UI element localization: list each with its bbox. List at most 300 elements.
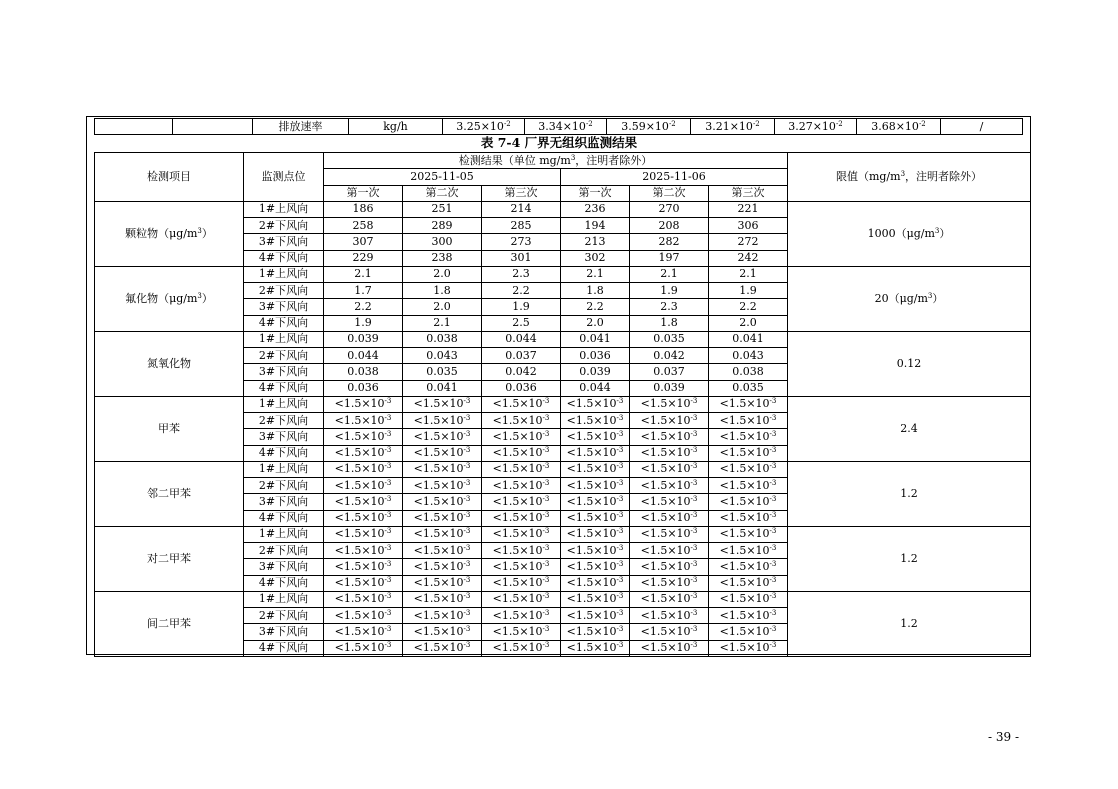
value-base: <1.5×10 xyxy=(640,527,691,541)
result-value xyxy=(709,494,788,510)
value-exponent: -3 xyxy=(769,592,777,601)
result-value xyxy=(403,543,482,559)
result-value: 2.1 xyxy=(709,266,788,282)
result-value: 2.1 xyxy=(324,266,403,282)
result-value: 1.9 xyxy=(324,315,403,331)
result-value xyxy=(482,575,561,591)
limit-cell xyxy=(788,461,1031,526)
monitoring-point: 3#下风向 xyxy=(244,234,324,250)
result-value xyxy=(403,510,482,526)
table-row xyxy=(95,526,1031,542)
item-name-cell xyxy=(95,266,244,331)
monitoring-point: 1#上风向 xyxy=(244,591,324,607)
value-base: <1.5×10 xyxy=(566,429,617,443)
result-value xyxy=(482,494,561,510)
value-exponent: -3 xyxy=(690,624,698,633)
result-value xyxy=(324,478,403,494)
value-base: <1.5×10 xyxy=(719,559,770,573)
result-value: 1.8 xyxy=(403,283,482,299)
item-name-cell xyxy=(95,526,244,591)
value-exponent: -3 xyxy=(384,641,392,650)
result-value: 301 xyxy=(482,250,561,266)
emission-rate-value: $3.21\times 10^{-2}$ xyxy=(691,119,775,135)
result-value: 0.039 xyxy=(324,331,403,347)
value-exponent: -3 xyxy=(542,429,550,438)
value-exponent: -3 xyxy=(769,624,777,633)
value-base: <1.5×10 xyxy=(719,592,770,606)
item-suffix: ） xyxy=(201,226,213,240)
superscript: 3 xyxy=(197,226,202,235)
value-base: <1.5×10 xyxy=(640,397,691,411)
monitoring-point: 3#下风向 xyxy=(244,364,324,380)
table-caption: 表 7-4 厂界无组织监测结果 xyxy=(480,135,638,150)
result-value: 214 xyxy=(482,201,561,217)
result-value xyxy=(403,396,482,412)
value-base: <1.5×10 xyxy=(492,641,543,655)
value-exponent: -3 xyxy=(542,462,550,471)
value-base: <1.5×10 xyxy=(566,494,617,508)
value-base: <1.5×10 xyxy=(334,462,385,476)
result-value xyxy=(482,608,561,624)
limit-cell xyxy=(788,201,1031,266)
result-value: 0.039 xyxy=(630,380,709,396)
monitoring-point: 3#下风向 xyxy=(244,494,324,510)
value-base: <1.5×10 xyxy=(566,608,617,622)
value-exponent: -3 xyxy=(463,478,471,487)
header-run: 第一次 xyxy=(324,185,403,201)
emission-rate-label: 排放速率 xyxy=(253,119,349,135)
result-value: 2.0 xyxy=(403,299,482,315)
result-value xyxy=(709,445,788,461)
result-value: 0.037 xyxy=(630,364,709,380)
header-item: 检测项目 xyxy=(95,153,244,202)
value-base: <1.5×10 xyxy=(492,446,543,460)
result-value: 0.036 xyxy=(482,380,561,396)
result-value xyxy=(324,526,403,542)
result-value: 194 xyxy=(561,218,630,234)
value-base: <1.5×10 xyxy=(719,413,770,427)
header-run: 第三次 xyxy=(482,185,561,201)
result-value: 2.2 xyxy=(709,299,788,315)
result-value xyxy=(709,559,788,575)
result-value xyxy=(630,591,709,607)
value-base: <1.5×10 xyxy=(413,576,464,590)
table-row xyxy=(95,591,1031,607)
value-base: <1.5×10 xyxy=(566,478,617,492)
result-value: 306 xyxy=(709,218,788,234)
value-exponent: -3 xyxy=(769,527,777,536)
header-run: 第三次 xyxy=(709,185,788,201)
value-exponent: -3 xyxy=(542,511,550,520)
value-exponent: -3 xyxy=(616,511,624,520)
value-exponent: -3 xyxy=(616,494,624,503)
value-base: <1.5×10 xyxy=(334,413,385,427)
value-exponent: -3 xyxy=(463,624,471,633)
value-base: <1.5×10 xyxy=(413,543,464,557)
result-value xyxy=(630,640,709,656)
value-base: <1.5×10 xyxy=(413,429,464,443)
value-exponent: -3 xyxy=(690,608,698,617)
result-value xyxy=(709,413,788,429)
result-value: 0.041 xyxy=(561,331,630,347)
monitoring-point: 1#上风向 xyxy=(244,266,324,282)
result-value: 251 xyxy=(403,201,482,217)
value-exponent: -3 xyxy=(769,397,777,406)
value-base: <1.5×10 xyxy=(640,559,691,573)
result-value xyxy=(482,543,561,559)
value-exponent: -3 xyxy=(769,608,777,617)
result-value xyxy=(324,396,403,412)
value-base: <1.5×10 xyxy=(334,494,385,508)
value-base: <1.5×10 xyxy=(566,559,617,573)
item-name-cell xyxy=(95,331,244,396)
item-name: 颗粒物（μg/m xyxy=(125,226,198,240)
value-base: <1.5×10 xyxy=(492,527,543,541)
value-exponent: -3 xyxy=(690,576,698,585)
result-value: 2.1 xyxy=(403,315,482,331)
result-value: 242 xyxy=(709,250,788,266)
result-value xyxy=(403,559,482,575)
header-run: 第一次 xyxy=(561,185,630,201)
value-base: <1.5×10 xyxy=(640,592,691,606)
result-value xyxy=(561,608,630,624)
result-value: 2.3 xyxy=(630,299,709,315)
monitoring-point: 2#下风向 xyxy=(244,543,324,559)
result-value xyxy=(324,591,403,607)
value-exponent: -3 xyxy=(542,494,550,503)
result-value xyxy=(482,413,561,429)
limit-suffix: ） xyxy=(939,226,951,240)
result-value xyxy=(630,608,709,624)
result-value: 0.037 xyxy=(482,348,561,364)
value-exponent: -3 xyxy=(542,641,550,650)
result-value xyxy=(482,478,561,494)
result-value xyxy=(403,445,482,461)
result-value: 0.039 xyxy=(561,364,630,380)
monitoring-point: 4#下风向 xyxy=(244,380,324,396)
monitoring-point: 2#下风向 xyxy=(244,608,324,624)
result-value xyxy=(709,510,788,526)
result-value xyxy=(709,608,788,624)
result-value: 0.035 xyxy=(709,380,788,396)
value-base: <1.5×10 xyxy=(566,592,617,606)
table-row xyxy=(95,266,1031,282)
value-base: <1.5×10 xyxy=(413,624,464,638)
result-value xyxy=(709,478,788,494)
result-value: 221 xyxy=(709,201,788,217)
value-base: <1.5×10 xyxy=(334,478,385,492)
result-value xyxy=(403,640,482,656)
value-exponent: -3 xyxy=(542,608,550,617)
value-exponent: -3 xyxy=(769,446,777,455)
value-exponent: -3 xyxy=(384,494,392,503)
value-base: <1.5×10 xyxy=(719,641,770,655)
result-value xyxy=(561,624,630,640)
result-value: 213 xyxy=(561,234,630,250)
value-exponent: -3 xyxy=(542,527,550,536)
value-exponent: -3 xyxy=(463,543,471,552)
result-value: 229 xyxy=(324,250,403,266)
result-value xyxy=(561,543,630,559)
value-base: <1.5×10 xyxy=(492,543,543,557)
result-value: 2.0 xyxy=(709,315,788,331)
value-base: <1.5×10 xyxy=(566,576,617,590)
value-base: <1.5×10 xyxy=(334,543,385,557)
emission-rate-table xyxy=(94,118,1023,135)
value-base: <1.5×10 xyxy=(492,608,543,622)
value-base: <1.5×10 xyxy=(566,543,617,557)
value-base: <1.5×10 xyxy=(492,397,543,411)
result-value xyxy=(630,575,709,591)
value-base: <1.5×10 xyxy=(413,592,464,606)
superscript: 3 xyxy=(927,291,933,300)
result-value xyxy=(561,413,630,429)
result-value: 272 xyxy=(709,234,788,250)
table-row xyxy=(95,461,1031,477)
result-value: 2.1 xyxy=(561,266,630,282)
value-exponent: -3 xyxy=(384,543,392,552)
result-value: 0.038 xyxy=(324,364,403,380)
monitoring-point: 1#上风向 xyxy=(244,526,324,542)
value-base: <1.5×10 xyxy=(334,429,385,443)
result-value: 0.038 xyxy=(709,364,788,380)
monitoring-results-table xyxy=(94,152,1031,657)
monitoring-point: 3#下风向 xyxy=(244,624,324,640)
value-exponent: -3 xyxy=(463,576,471,585)
result-value xyxy=(561,396,630,412)
result-value xyxy=(630,413,709,429)
value-exponent: -3 xyxy=(384,413,392,422)
result-value xyxy=(630,624,709,640)
result-value xyxy=(324,640,403,656)
limit-value: 2.4 xyxy=(900,421,918,435)
limit-value: 1.2 xyxy=(900,616,918,630)
result-value: 0.044 xyxy=(324,348,403,364)
result-value xyxy=(630,559,709,575)
result-value: 236 xyxy=(561,201,630,217)
result-value: 1.8 xyxy=(561,283,630,299)
result-value: 282 xyxy=(630,234,709,250)
value-exponent: -3 xyxy=(769,494,777,503)
value-base: <1.5×10 xyxy=(492,413,543,427)
value-base: <1.5×10 xyxy=(334,624,385,638)
item-name: 甲苯 xyxy=(158,421,180,435)
value-base: <1.5×10 xyxy=(566,527,617,541)
result-value xyxy=(709,429,788,445)
result-value xyxy=(561,575,630,591)
value-exponent: -3 xyxy=(384,624,392,633)
item-name: 间二甲苯 xyxy=(147,616,191,630)
value-exponent: -3 xyxy=(384,397,392,406)
result-value xyxy=(630,478,709,494)
result-value: 2.1 xyxy=(630,266,709,282)
value-exponent: -3 xyxy=(690,641,698,650)
value-exponent: -3 xyxy=(463,413,471,422)
result-value xyxy=(630,445,709,461)
value-base: <1.5×10 xyxy=(719,446,770,460)
value-base: <1.5×10 xyxy=(492,462,543,476)
limit-value: 20（μg/m xyxy=(874,291,928,305)
header-date: 2025-11-06 xyxy=(561,169,788,185)
value-base: <1.5×10 xyxy=(566,446,617,460)
monitoring-point: 1#上风向 xyxy=(244,461,324,477)
value-exponent: -3 xyxy=(384,429,392,438)
monitoring-point: 1#上风向 xyxy=(244,396,324,412)
value-base: <1.5×10 xyxy=(566,624,617,638)
monitoring-point: 2#下风向 xyxy=(244,218,324,234)
monitoring-point: 2#下风向 xyxy=(244,348,324,364)
value-base: <1.5×10 xyxy=(492,559,543,573)
result-value xyxy=(630,461,709,477)
value-base: <1.5×10 xyxy=(719,494,770,508)
monitoring-point: 3#下风向 xyxy=(244,299,324,315)
value-base: <1.5×10 xyxy=(640,624,691,638)
value-base: <1.5×10 xyxy=(492,592,543,606)
value-base: <1.5×10 xyxy=(492,494,543,508)
value-exponent: -3 xyxy=(769,543,777,552)
value-exponent: -3 xyxy=(616,624,624,633)
monitoring-point: 1#上风向 xyxy=(244,331,324,347)
value-exponent: -3 xyxy=(542,624,550,633)
emission-rate-unit: kg/h xyxy=(349,119,443,135)
result-value xyxy=(482,624,561,640)
emission-rate-value: $3.59\times 10^{-2}$ xyxy=(607,119,691,135)
value-exponent: -3 xyxy=(690,527,698,536)
limit-cell xyxy=(788,266,1031,331)
result-value xyxy=(482,445,561,461)
monitoring-point: 1#上风向 xyxy=(244,201,324,217)
monitoring-point: 3#下风向 xyxy=(244,429,324,445)
value-exponent: -3 xyxy=(616,576,624,585)
value-base: <1.5×10 xyxy=(640,413,691,427)
value-exponent: -3 xyxy=(384,559,392,568)
result-value: 0.035 xyxy=(403,364,482,380)
result-value xyxy=(482,461,561,477)
value-base: <1.5×10 xyxy=(413,608,464,622)
header-run: 第二次 xyxy=(403,185,482,201)
value-exponent: -3 xyxy=(463,608,471,617)
result-value: 2.2 xyxy=(482,283,561,299)
result-value xyxy=(324,543,403,559)
value-exponent: -3 xyxy=(542,478,550,487)
value-exponent: -3 xyxy=(616,462,624,471)
header-row xyxy=(95,153,1031,169)
value-exponent: -3 xyxy=(384,576,392,585)
value-base: <1.5×10 xyxy=(334,511,385,525)
result-value xyxy=(561,429,630,445)
result-value: 0.041 xyxy=(709,331,788,347)
result-value: 270 xyxy=(630,201,709,217)
result-value xyxy=(561,510,630,526)
value-exponent: -3 xyxy=(690,494,698,503)
value-exponent: -3 xyxy=(690,413,698,422)
result-value xyxy=(324,461,403,477)
value-exponent: -3 xyxy=(769,462,777,471)
value-exponent: -3 xyxy=(542,576,550,585)
emission-rate-limit: / xyxy=(941,119,1023,135)
value-exponent: -3 xyxy=(769,559,777,568)
result-value xyxy=(630,526,709,542)
value-base: <1.5×10 xyxy=(719,429,770,443)
result-value xyxy=(630,396,709,412)
result-value: 2.0 xyxy=(403,266,482,282)
result-value xyxy=(403,413,482,429)
value-exponent: -3 xyxy=(463,429,471,438)
value-base: <1.5×10 xyxy=(492,511,543,525)
emission-rate-value: $3.34\times 10^{-2}$ xyxy=(525,119,607,135)
result-value xyxy=(403,461,482,477)
value-exponent: -3 xyxy=(616,413,624,422)
monitoring-point: 4#下风向 xyxy=(244,250,324,266)
emission-rate-value: $3.27\times 10^{-2}$ xyxy=(775,119,857,135)
result-value: 258 xyxy=(324,218,403,234)
result-value xyxy=(709,461,788,477)
result-value: 0.035 xyxy=(630,331,709,347)
result-value: 1.9 xyxy=(482,299,561,315)
table-row xyxy=(95,396,1031,412)
result-value xyxy=(403,526,482,542)
value-exponent: -3 xyxy=(542,397,550,406)
result-value: 285 xyxy=(482,218,561,234)
result-value xyxy=(709,526,788,542)
value-base: <1.5×10 xyxy=(640,429,691,443)
result-value xyxy=(482,429,561,445)
value-base: <1.5×10 xyxy=(566,462,617,476)
value-exponent: -3 xyxy=(769,511,777,520)
limit-suffix: ） xyxy=(932,291,944,305)
limit-value: 0.12 xyxy=(896,356,922,370)
value-exponent: -3 xyxy=(384,608,392,617)
value-exponent: -3 xyxy=(616,559,624,568)
item-name: 邻二甲苯 xyxy=(147,486,191,500)
result-value xyxy=(709,543,788,559)
result-value xyxy=(630,494,709,510)
value-exponent: -3 xyxy=(463,494,471,503)
result-value xyxy=(561,559,630,575)
value-exponent: -3 xyxy=(769,641,777,650)
value-exponent: -3 xyxy=(769,413,777,422)
result-value: 307 xyxy=(324,234,403,250)
value-base: <1.5×10 xyxy=(492,576,543,590)
result-value: 0.036 xyxy=(561,348,630,364)
result-value xyxy=(709,640,788,656)
monitoring-point: 2#下风向 xyxy=(244,478,324,494)
result-value: 300 xyxy=(403,234,482,250)
result-value xyxy=(403,478,482,494)
monitoring-point: 4#下风向 xyxy=(244,640,324,656)
result-value: 0.036 xyxy=(324,380,403,396)
result-value: 302 xyxy=(561,250,630,266)
result-value: 2.5 xyxy=(482,315,561,331)
value-exponent: -3 xyxy=(690,462,698,471)
value-base: <1.5×10 xyxy=(492,478,543,492)
monitoring-point: 4#下风向 xyxy=(244,445,324,461)
result-value xyxy=(324,429,403,445)
value-base: <1.5×10 xyxy=(719,462,770,476)
value-exponent: -3 xyxy=(690,592,698,601)
value-exponent: -3 xyxy=(769,429,777,438)
result-value xyxy=(403,575,482,591)
value-base: <1.5×10 xyxy=(492,624,543,638)
value-base: <1.5×10 xyxy=(719,543,770,557)
result-value: 208 xyxy=(630,218,709,234)
value-exponent: -3 xyxy=(384,462,392,471)
value-base: <1.5×10 xyxy=(640,511,691,525)
superscript: 3 xyxy=(197,291,202,300)
value-base: <1.5×10 xyxy=(566,641,617,655)
result-value: 0.042 xyxy=(630,348,709,364)
value-exponent: -3 xyxy=(690,397,698,406)
